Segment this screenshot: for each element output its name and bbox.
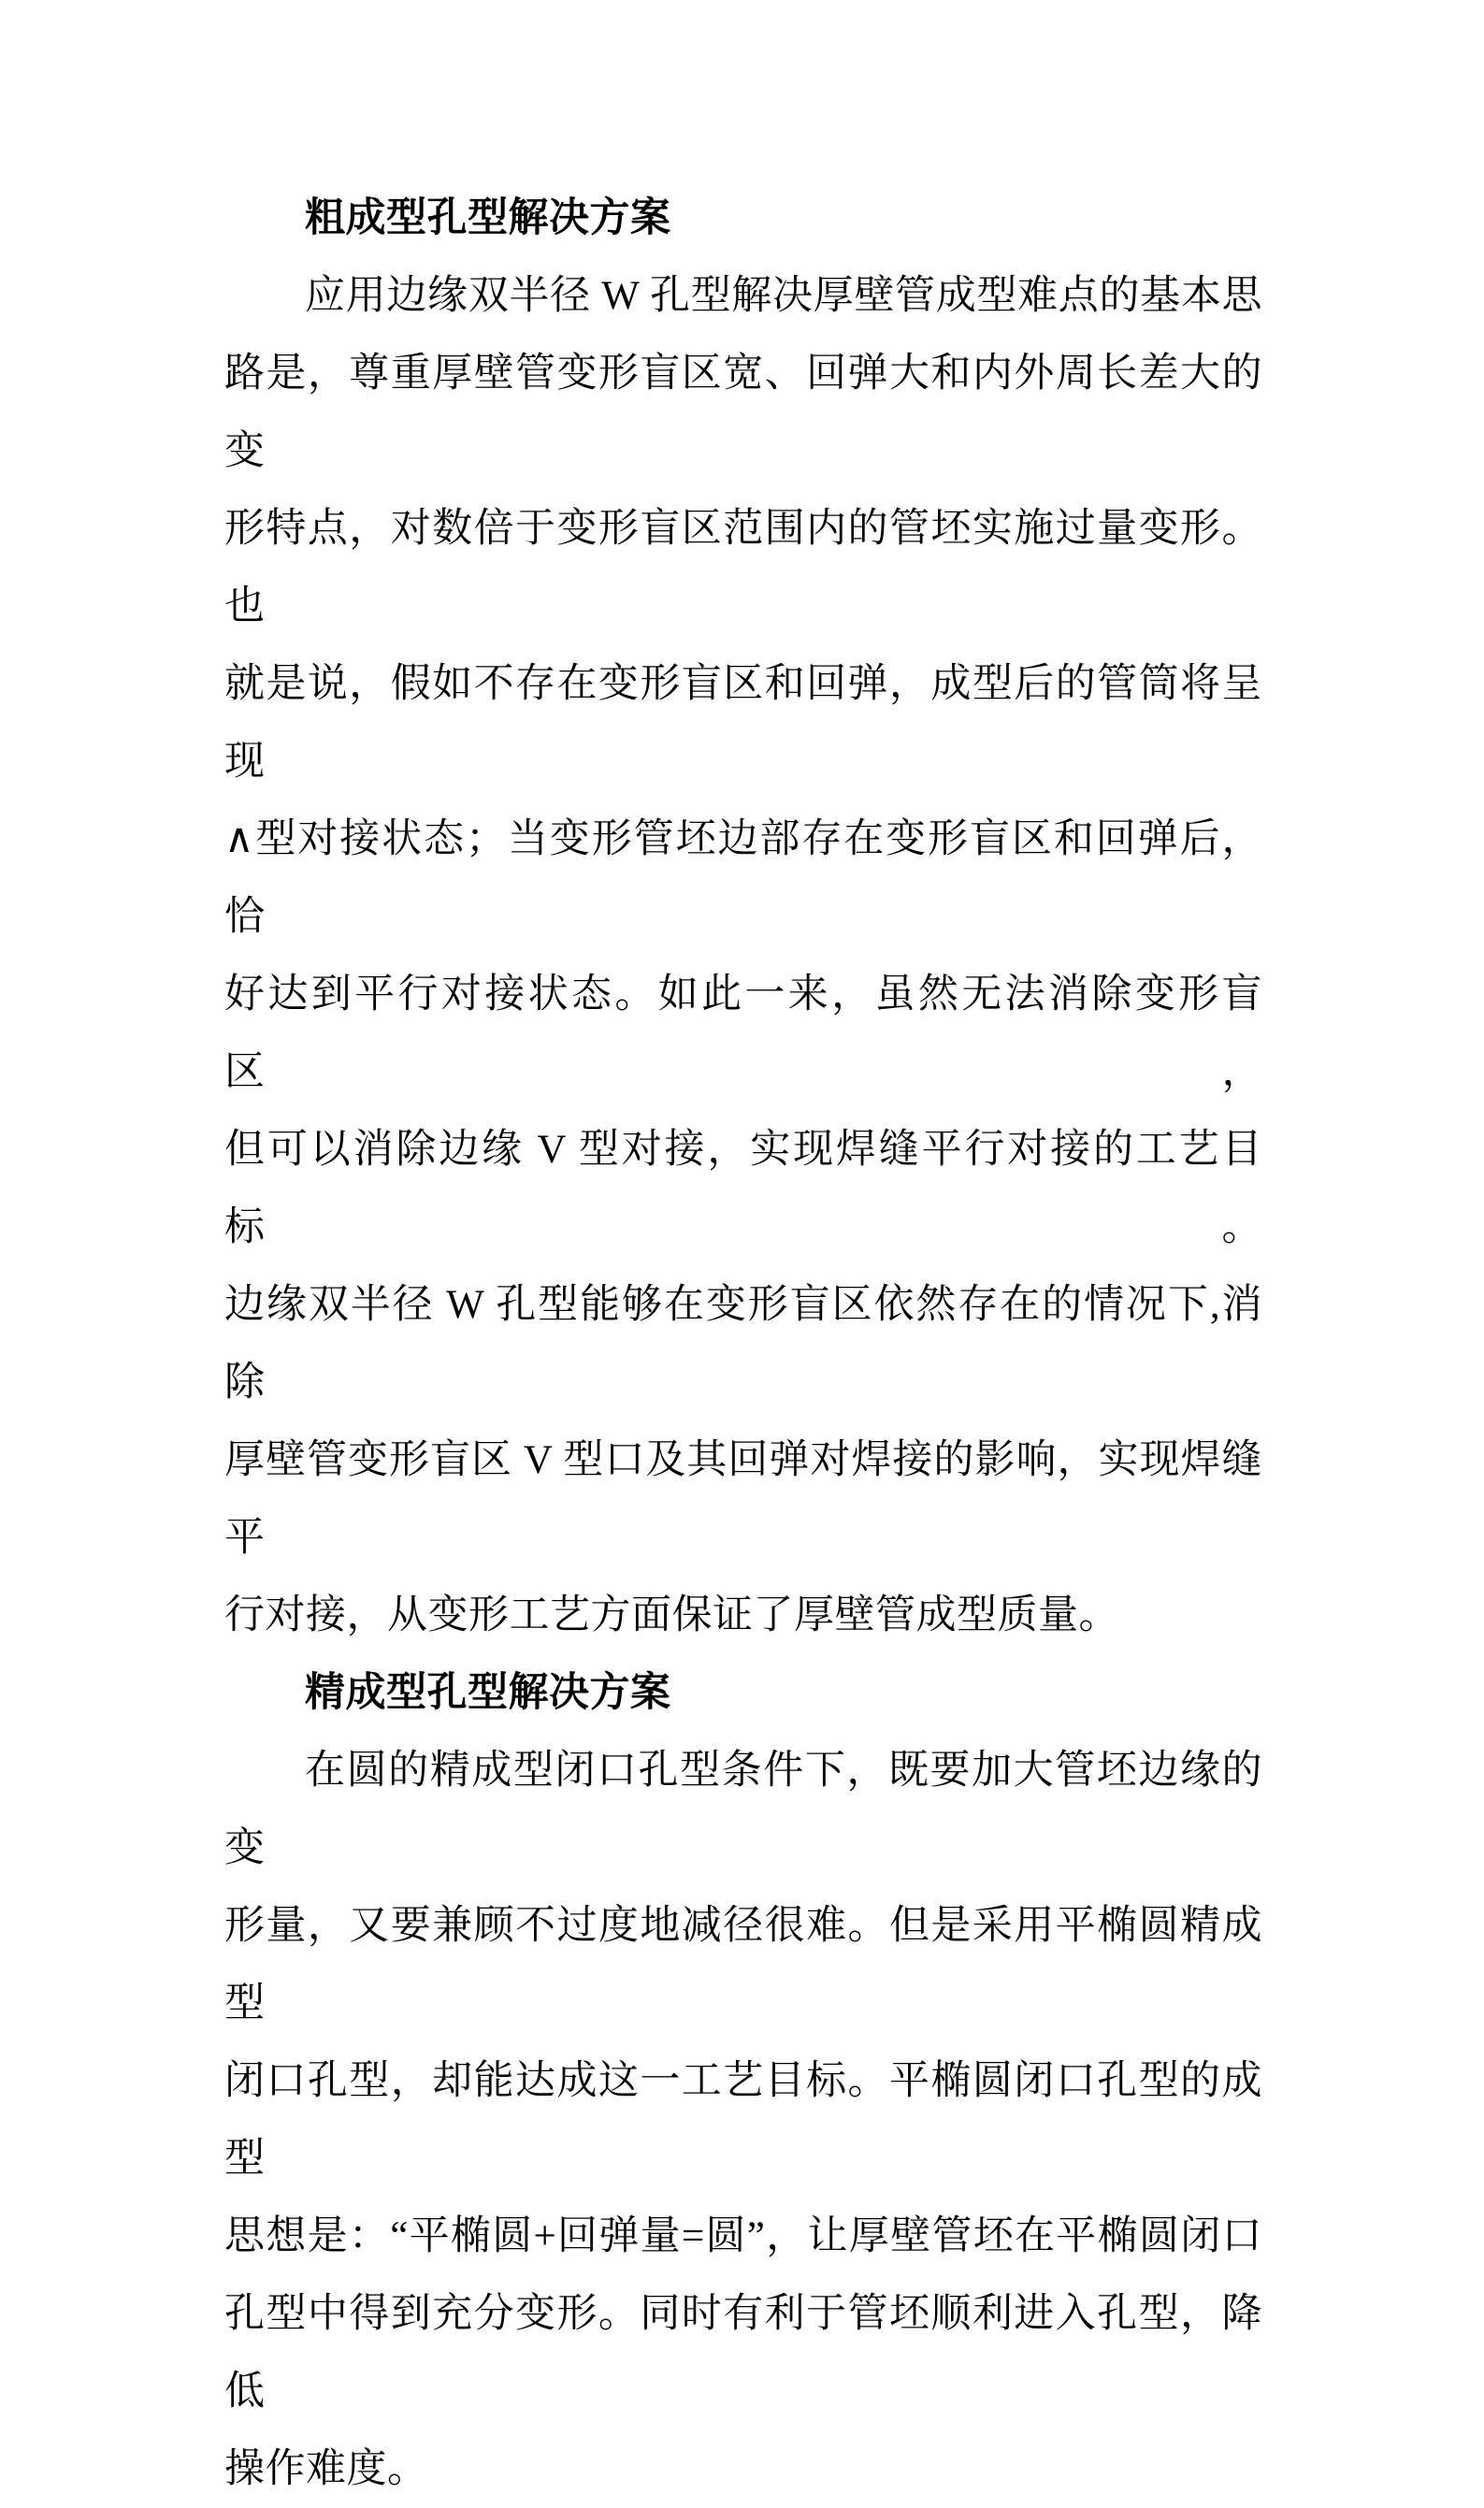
paragraph-line: 孔型中得到充分变形。同时有利于管坯顺利进入孔型，降低 xyxy=(224,2292,1262,2414)
paragraph-line: 应用边缘双半径 W 孔型解决厚壁管成型难点的基本思 xyxy=(305,274,1262,318)
document-text-block xyxy=(224,180,1262,2508)
paragraph-line: 形量，又要兼顾不过度地减径很难。但是采用平椭圆精成型 xyxy=(224,1904,1262,2025)
paragraph-line: 边缘双半径 W 孔型能够在变形盲区依然存在的情况下,消除 xyxy=(224,1283,1262,1405)
paragraph-line: 好达到平行对接状态。如此一来，虽然无法消除变形盲区， xyxy=(224,973,1262,1094)
paragraph-line: 路是，尊重厚壁管变形盲区宽、回弹大和内外周长差大的变 xyxy=(224,352,1262,473)
paragraph-line: ∧型对接状态；当变形管坯边部存在变形盲区和回弹后，恰 xyxy=(224,817,1262,939)
section-rough-forming xyxy=(224,180,1262,1654)
paragraph-line: 形特点，对数倍于变形盲区范围内的管坯实施过量变形。也 xyxy=(224,507,1262,628)
section-heading: 粗成型孔型解决方案 xyxy=(305,196,671,240)
paragraph-line: 思想是：“平椭圆+回弹量=圆”，让厚壁管坯在平椭圆闭口 xyxy=(224,2214,1262,2258)
section-fine-forming xyxy=(224,1654,1262,2508)
paragraph-line: 在圆的精成型闭口孔型条件下，既要加大管坯边缘的变 xyxy=(224,1749,1262,1870)
paragraph-line: 行对接，从变形工艺方面保证了厚壁管成型质量。 xyxy=(224,1593,1119,1637)
section-heading: 精成型孔型解决方案 xyxy=(305,1671,671,1715)
paragraph-line: 操作难度。 xyxy=(224,2447,428,2491)
paragraph-line: 但可以消除边缘 V 型对接，实现焊缝平行对接的工艺目标。 xyxy=(224,1128,1262,1249)
paragraph-line: 闭口孔型，却能达成这一工艺目标。平椭圆闭口孔型的成型 xyxy=(224,2059,1262,2181)
paragraph-line: 厚壁管变形盲区 V 型口及其回弹对焊接的影响，实现焊缝平 xyxy=(224,1438,1262,1560)
paragraph-line: 就是说，假如不存在变形盲区和回弹，成型后的管筒将呈现 xyxy=(224,662,1262,784)
